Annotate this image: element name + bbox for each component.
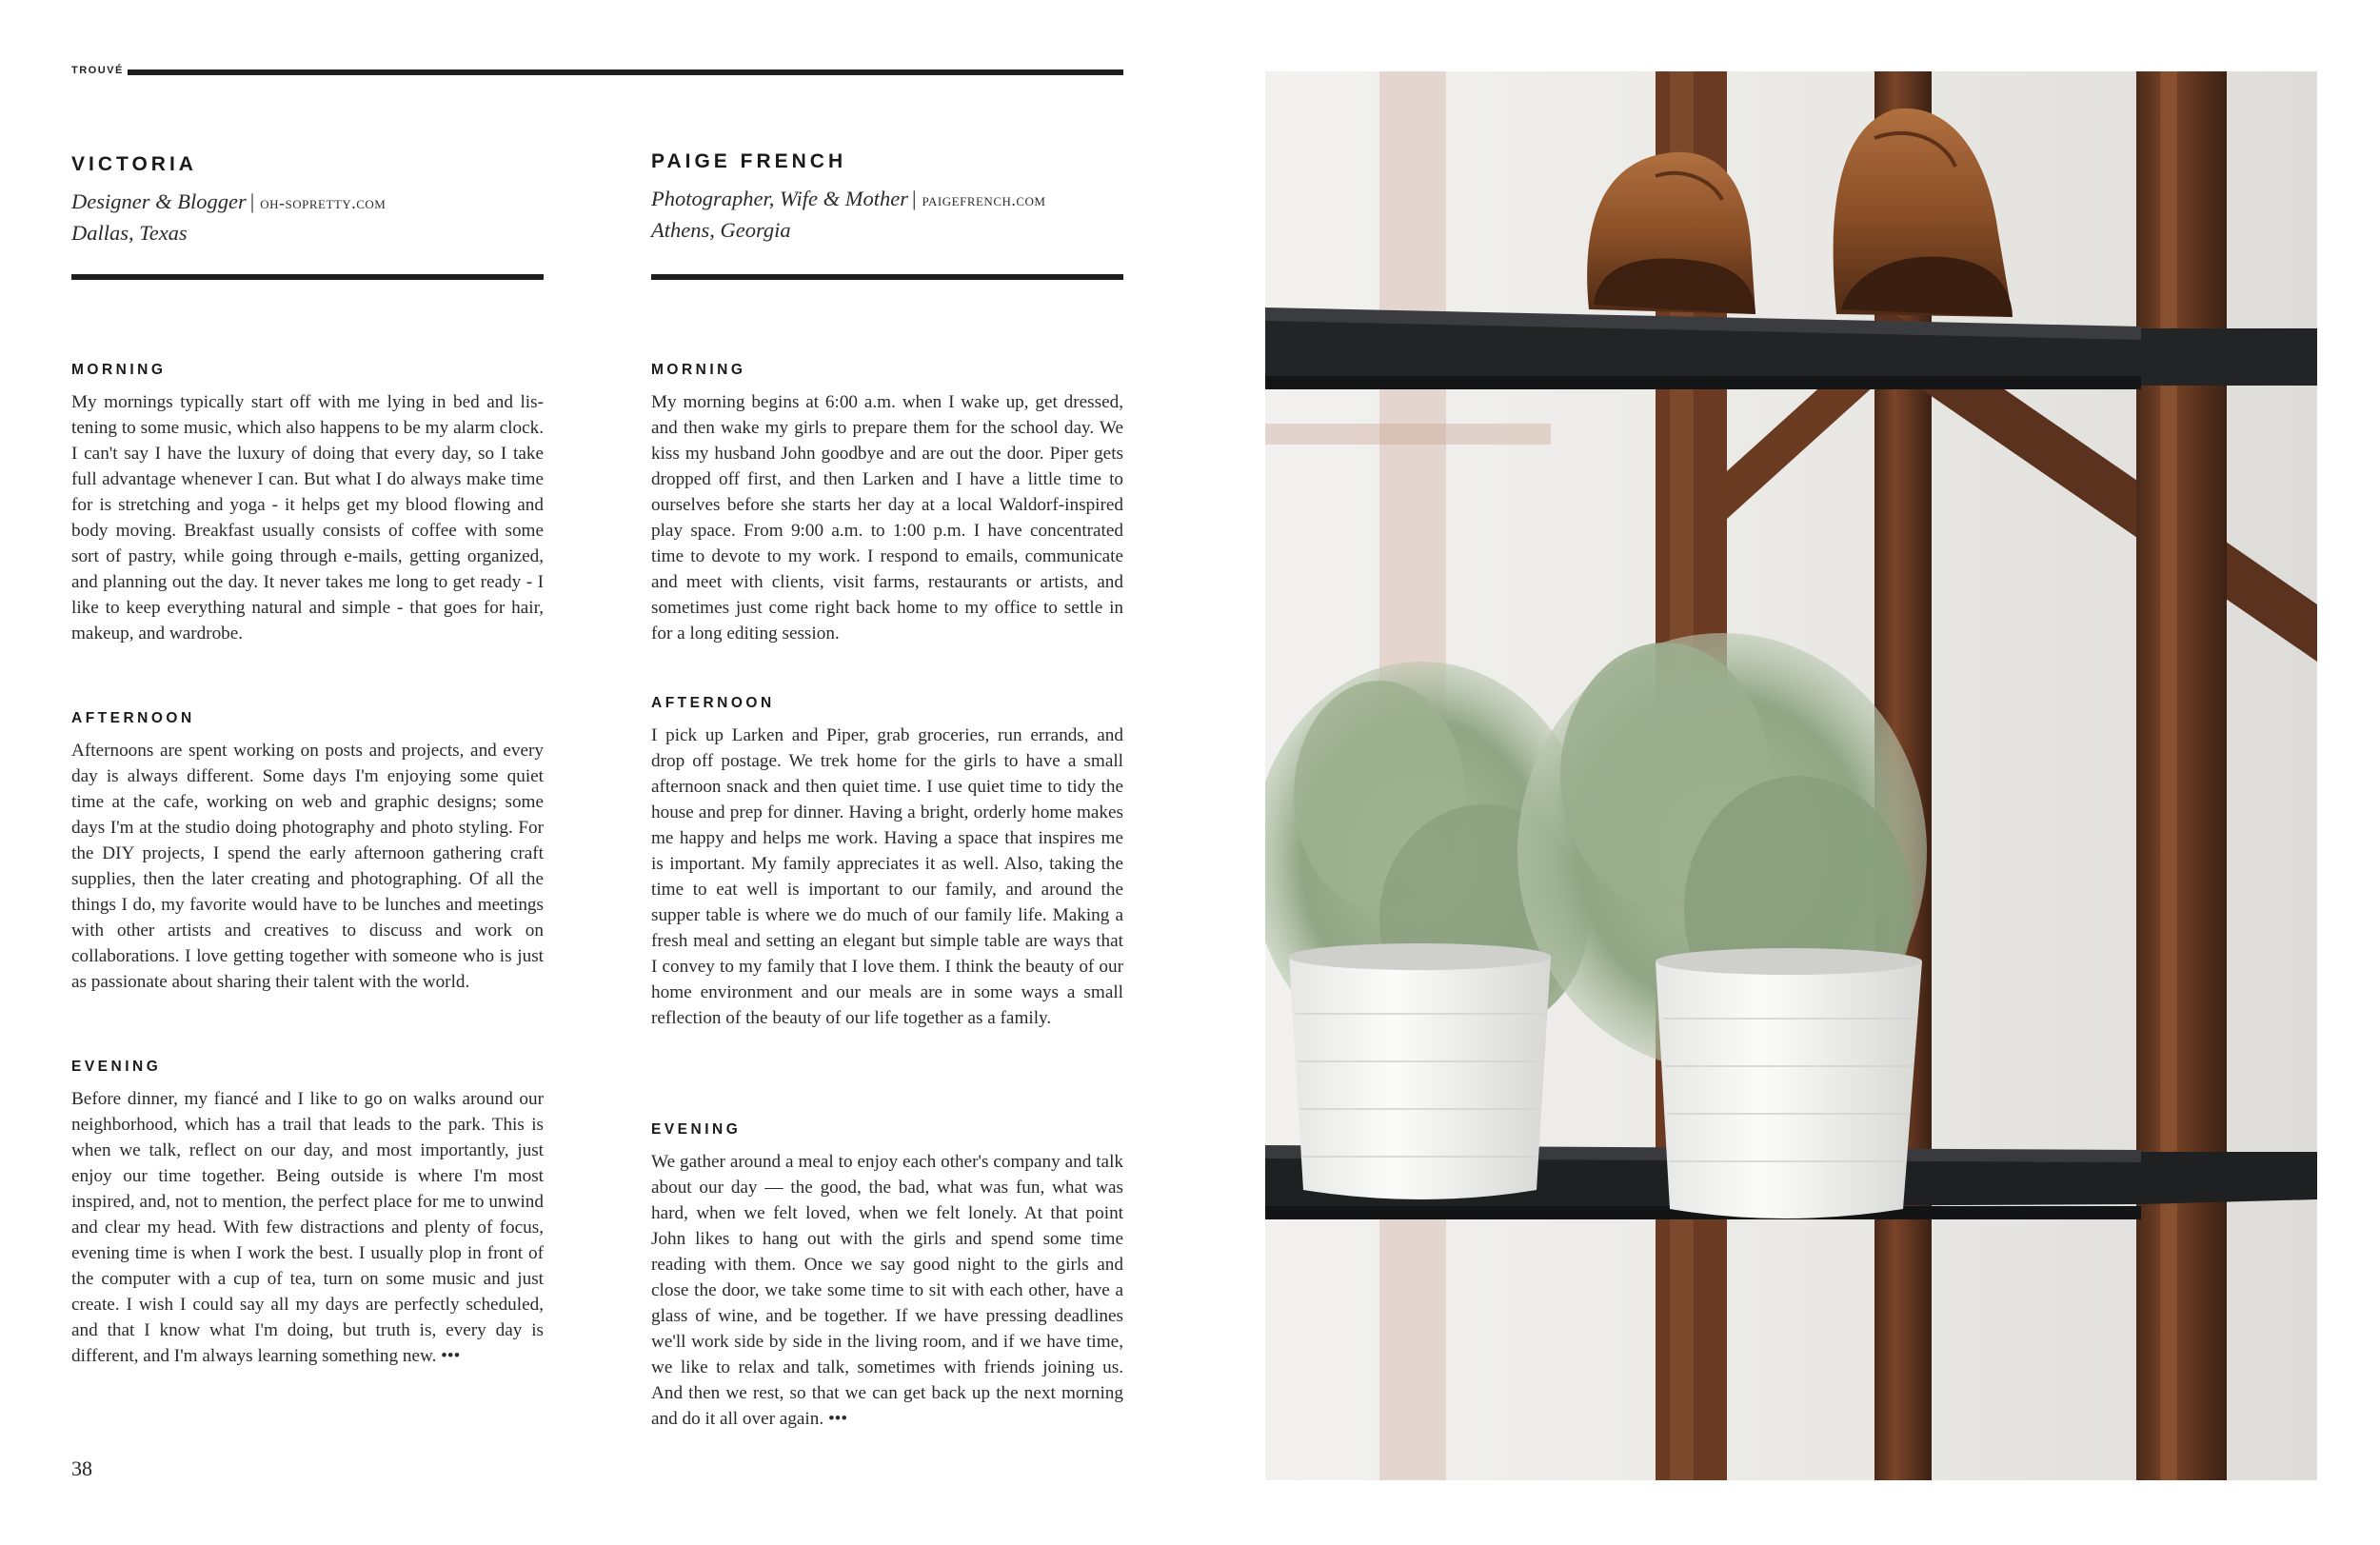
profile-header-rule <box>71 274 544 280</box>
magazine-name: TROUVÉ <box>71 65 124 76</box>
section-label-morning: MORNING <box>651 362 746 378</box>
website-link[interactable]: oh-sopretty.com <box>260 193 387 212</box>
person-role: Photographer, Wife & Mother <box>651 187 908 210</box>
website-link[interactable]: paigefrench.com <box>922 190 1046 209</box>
section-text-evening: Before dinner, my fiancé and I like to go on walks around our neighborhood, which has a trail that leads to the park. This is when we talk, reflect on our day, and most importantly, just enjoy our time together. Being outside is where I'm most inspired, and, not to mention, the perfect place for me to unwind and clear my head. With few distractions and plenty of focus, evening time is when I work the best. I usually plop in front of the computer with a cup of tea, turn on some music and just create. I wish I could say all my days are perfectly scheduled, and that I know what I'm doing, but truth is, every day is different, and I'm always learning something new. ••• <box>71 1089 544 1366</box>
header-rule <box>128 69 1123 75</box>
person-role: Designer & Blogger <box>71 189 247 213</box>
profile-header-rule <box>651 274 1123 280</box>
shelf-photo <box>1265 71 2317 1480</box>
person-role-line <box>651 184 1046 215</box>
page-number: 38 <box>71 1456 92 1480</box>
section-text-afternoon: I pick up Larken and Piper, grab groceries, run errands, and drop off postage. We trek home for the girls to have a small afternoon snack and then quiet time. I use quiet time to tidy the house and prep for dinner. Having a bright, orderly home makes me happy and helps me work. Having a space that inspires me is important. My family appreciates it as well. Also, taking the time to eat well is important to our family, and around the supper table is where we do much of our family life. Making a fresh meal and setting an elegant but simple table are ways that I convey to my family that I love them. I think the beauty of our home environment and our meals are in some ways a small reflection of the beauty of our life together as a family. <box>651 725 1123 1028</box>
person-role-line <box>71 187 386 218</box>
section-text-afternoon: Afternoons are spent working on posts and projects, and every day is always different. Some days I'm enjoying some quiet time at the cafe, working on web and graphic designs; some days I'm at the studio doing photography and photo styling. For the DIY projects, I spend the early afternoon gathering craft supplies, then the later creating and photographing. Of all the things I do, my favorite would have to be lunches and meetings with other artists and creatives to discuss and work on collaborations. I love getting together with someone who is just as passionate about sharing their talent with the world. <box>71 741 544 992</box>
section-label-afternoon: AFTERNOON <box>71 710 195 726</box>
section-label-afternoon: AFTERNOON <box>651 695 775 711</box>
person-location: Dallas, Texas <box>71 221 188 245</box>
separator: | <box>249 189 255 213</box>
person-name: VICTORIA <box>71 153 197 175</box>
section-text-evening: We gather around a meal to enjoy each other's company and talk about our day — the good, the bad, what was fun, what was hard, when we felt loved, when we felt lonely. At that point John likes to hang out with the girls and spend some time reading with them. Once we say good night to the girls and close the door, we take some time to sit with each other, have a glass of wine, and be together. If we have pressing deadlines we'll work side by side in the living room, and if we have time, we like to relax and talk, sometimes with friends joining us. And then we rest, so that we can get back up the next morning and do it all over again. ••• <box>651 1152 1123 1429</box>
person-location: Athens, Georgia <box>651 218 791 242</box>
person-name: PAIGE FRENCH <box>651 150 847 172</box>
separator: | <box>911 187 917 210</box>
section-label-evening: EVENING <box>651 1121 742 1138</box>
section-label-morning: MORNING <box>71 362 167 378</box>
section-text-morning: My mornings typically start off with me lying in bed and listening to some music, which also happens to be my alarm clock. I can't say I have the luxury of doing that every day, so I take full advantage whenever I can. But what I do always make time for is stretching and yoga - it helps get my blood flowing and body moving. Breakfast usually consists of coffee with some sort of pastry, while going through e-mails, getting organized, and planning out the day. It never takes me long to get ready - I like to keep everything natural and simple - that goes for hair, makeup, and wardrobe. <box>71 392 544 644</box>
section-text-morning: My morning begins at 6:00 a.m. when I wake up, get dressed, and then wake my girls to prepare them for the school day. We kiss my husband John goodbye and are out the door. Piper gets dropped off first, and then Larken and I have a little time to ourselves before she starts her day at a local Waldorf-inspired play space. From 9:00 a.m. to 1:00 p.m. I have concentrated time to devote to my work. I respond to emails, communicate and meet with clients, visit farms, restaurants or artists, and sometimes just come right back home to my office to settle in for a long editing session. <box>651 392 1123 644</box>
section-label-evening: EVENING <box>71 1059 162 1075</box>
